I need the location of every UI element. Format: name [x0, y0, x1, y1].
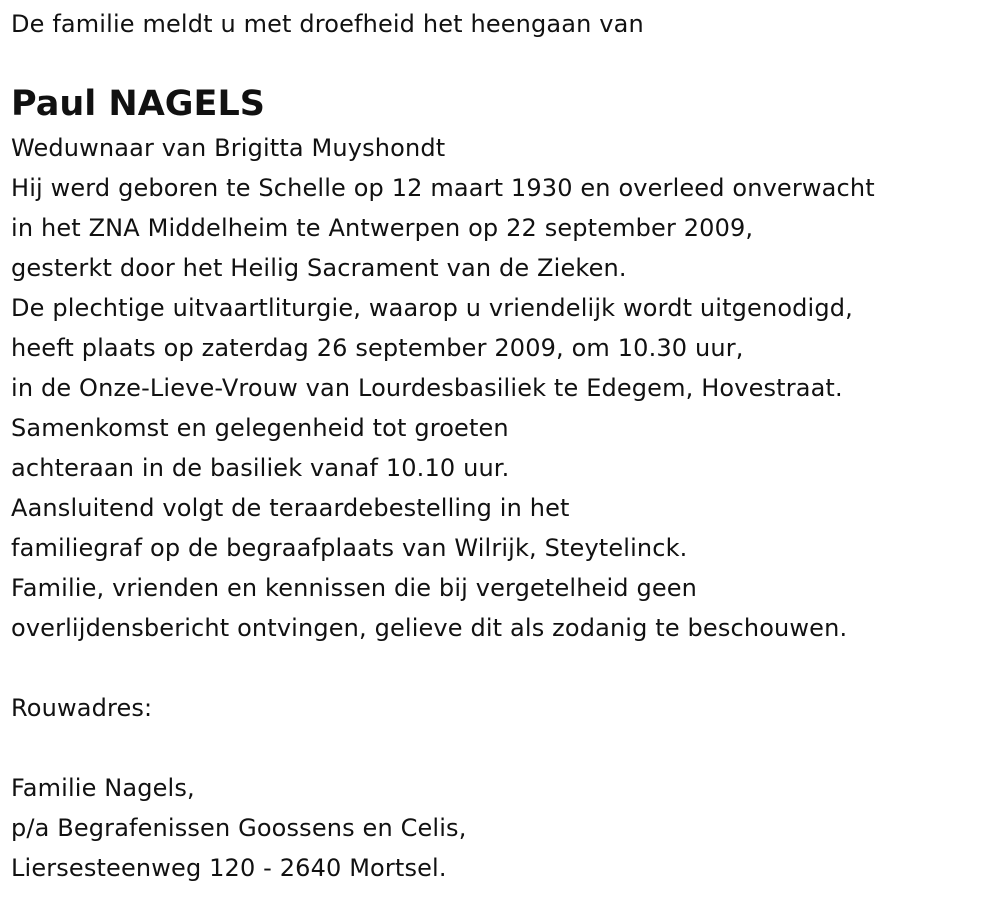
- body-line: familiegraf op de begraafplaats van Wilrijk, Steytelinck.: [11, 534, 688, 562]
- body-line: heeft plaats op zaterdag 26 september 2009, om 10.30 uur,: [11, 334, 744, 362]
- body-line: in de Onze-Lieve-Vrouw van Lourdesbasiliek te Edegem, Hovestraat.: [11, 374, 843, 402]
- body-line: De plechtige uitvaartliturgie, waarop u vriendelijk wordt uitgenodigd,: [11, 294, 853, 322]
- body-line: Samenkomst en gelegenheid tot groeten: [11, 414, 509, 442]
- spacer: [11, 728, 991, 768]
- body-line: overlijdensbericht ontvingen, gelieve dit als zodanig te beschouwen.: [11, 614, 848, 642]
- body-line: Hij werd geboren te Schelle op 12 maart 1930 en overleed onverwacht: [11, 174, 875, 202]
- death-notice: [11, 4, 991, 888]
- body-line: Familie, vrienden en kennissen die bij vergetelheid geen: [11, 574, 698, 602]
- body-line: achteraan in de basiliek vanaf 10.10 uur.: [11, 454, 510, 482]
- address-line: Familie Nagels,: [11, 774, 195, 802]
- deceased-name: Paul NAGELS: [11, 84, 265, 124]
- mourning-address: [11, 768, 991, 888]
- body-line: in het ZNA Middelheim te Antwerpen op 22 september 2009,: [11, 214, 754, 242]
- address-line: Liersesteenweg 120 - 2640 Mortsel.: [11, 854, 447, 882]
- body-line: Aansluitend volgt de teraardebestelling in het: [11, 494, 570, 522]
- address-label: Rouwadres:: [11, 694, 153, 722]
- body-line: Weduwnaar van Brigitta Muyshondt: [11, 134, 446, 162]
- spacer: [11, 648, 991, 688]
- address-line: p/a Begrafenissen Goossens en Celis,: [11, 814, 467, 842]
- body-line: gesterkt door het Heilig Sacrament van de Zieken.: [11, 254, 627, 282]
- notice-body: [11, 128, 991, 648]
- intro-text: De familie meldt u met droefheid het heengaan van: [11, 10, 644, 38]
